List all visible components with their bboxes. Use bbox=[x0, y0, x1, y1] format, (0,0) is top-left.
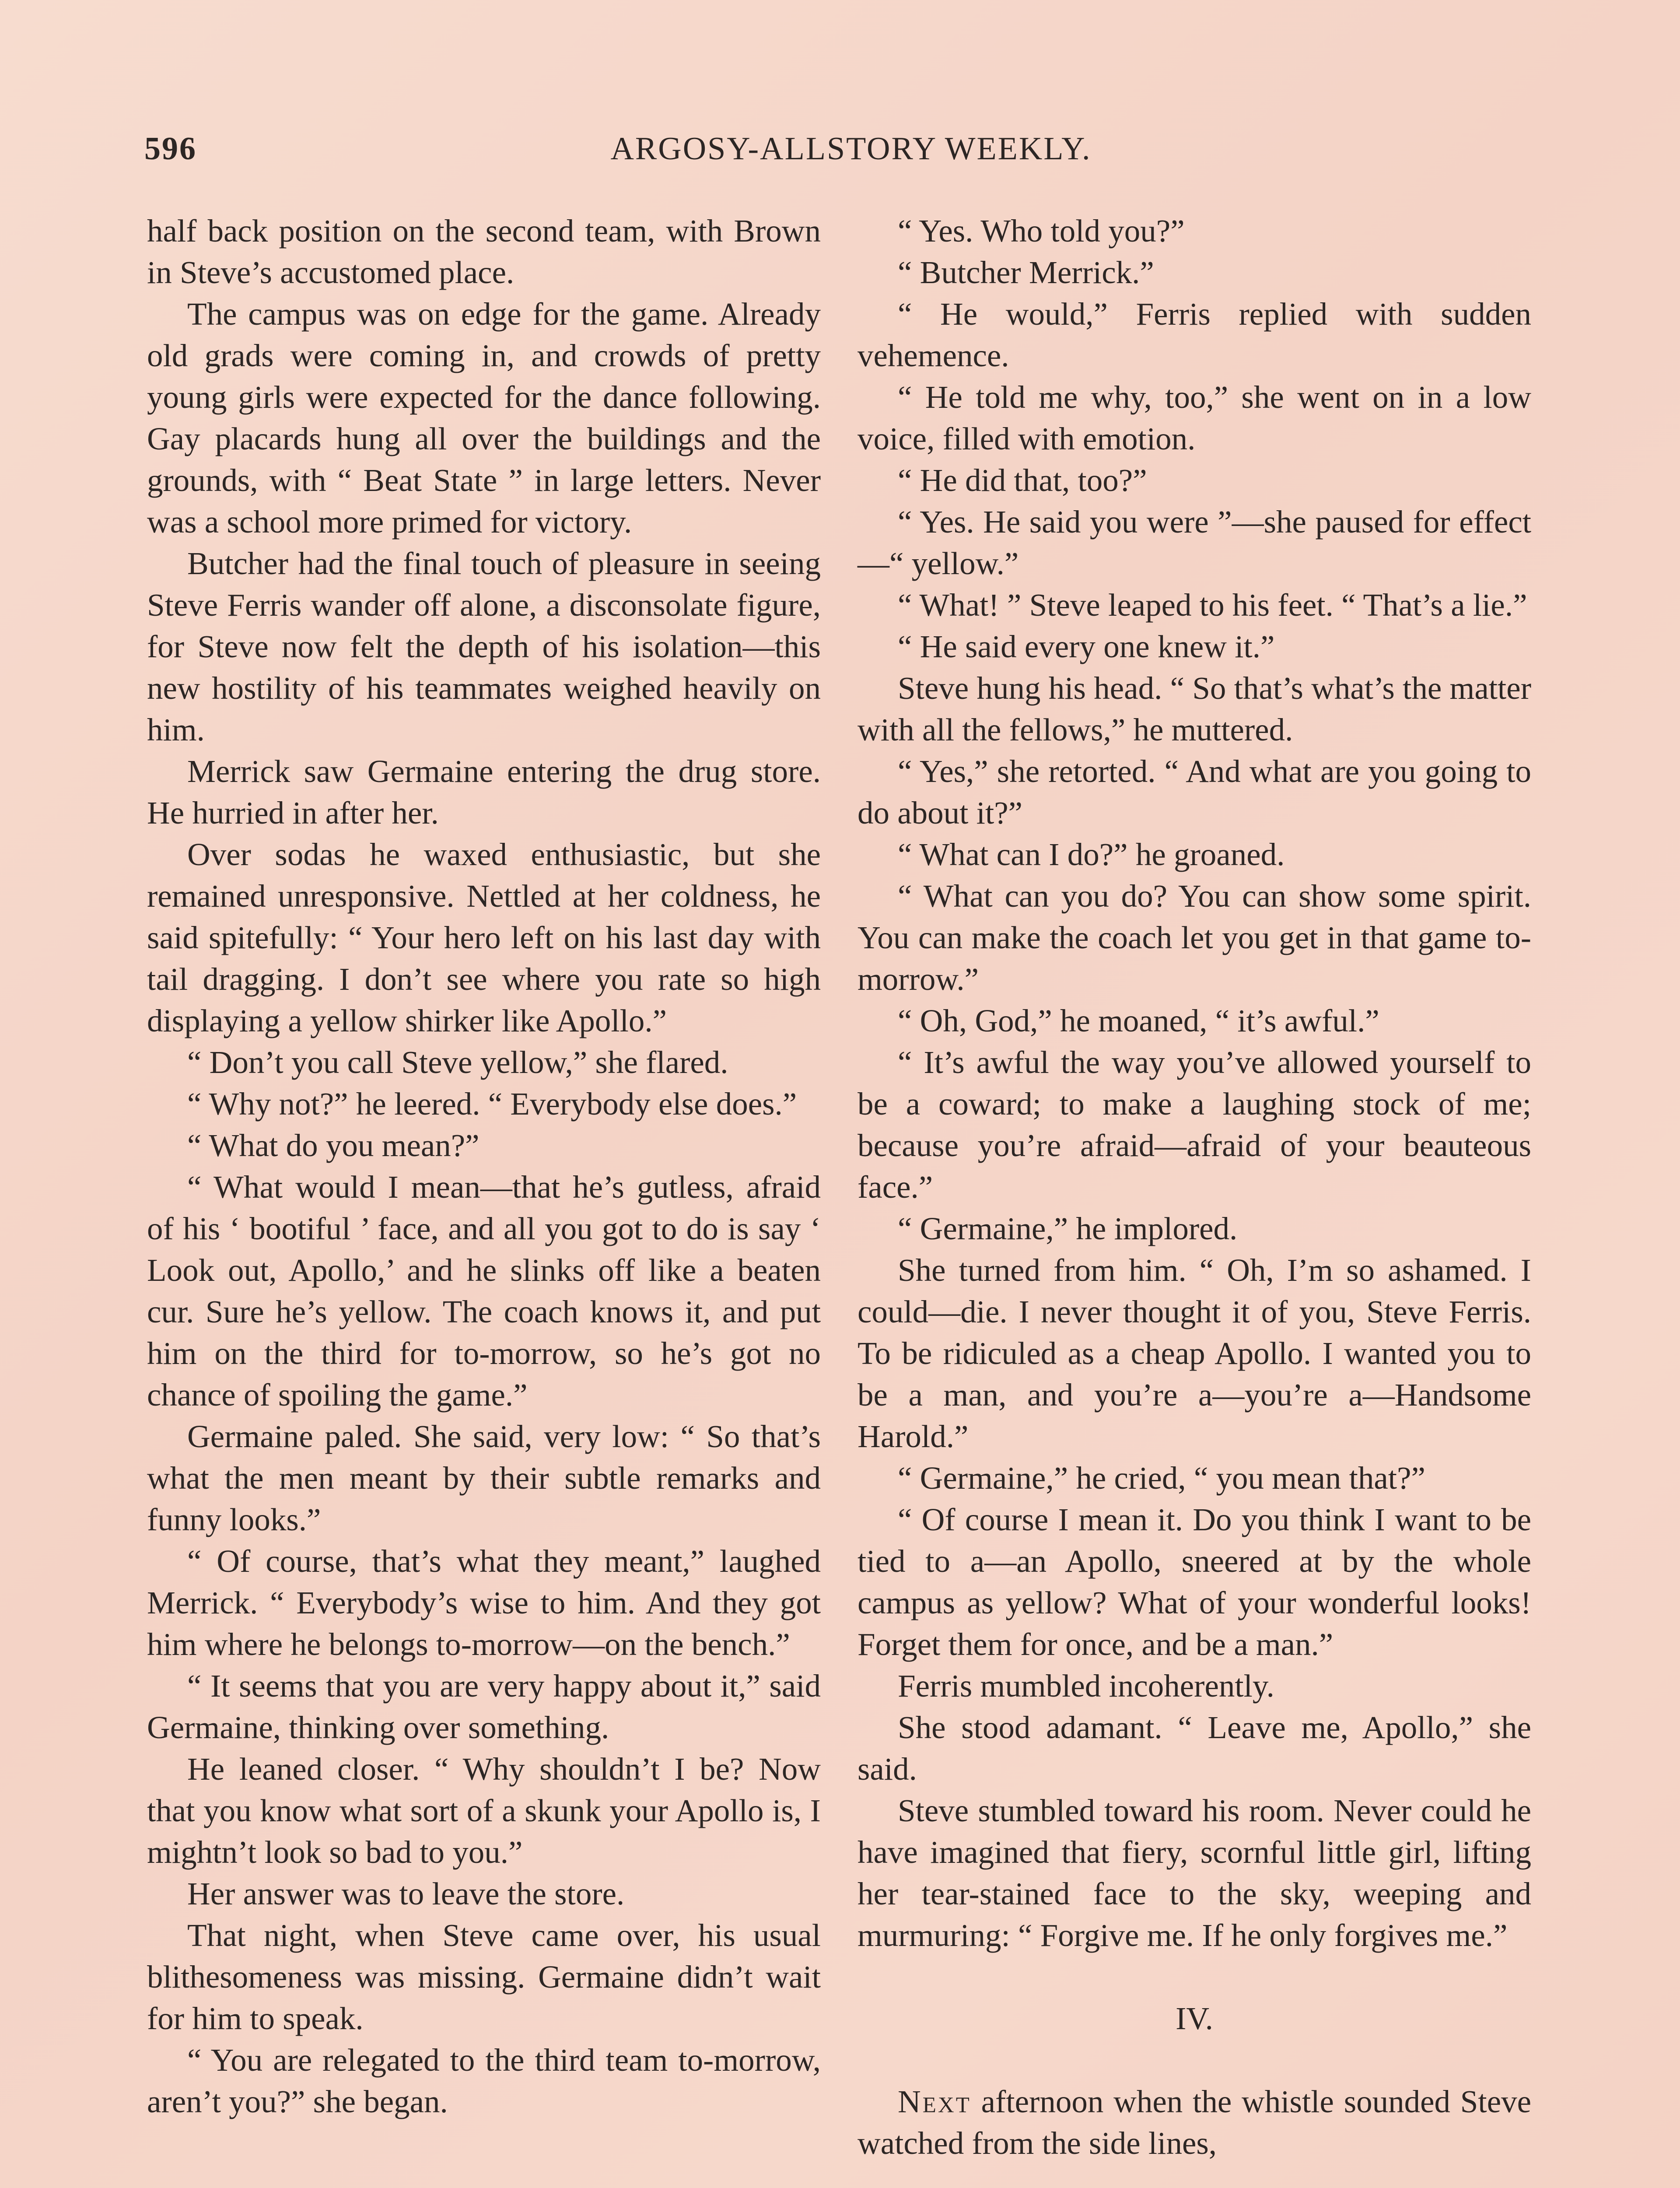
paragraph: “ Oh, God,” he moaned, “ it’s awful.” bbox=[898, 1003, 1379, 1038]
paragraph: “ What! ” Steve leaped to his feet. “ That’s a lie.” bbox=[898, 587, 1527, 623]
paragraph: “ Yes. He said you were ”—she paused for effect—“ yellow.” bbox=[858, 504, 1531, 581]
paragraph: half back position on the second team, with Brown in Steve’s accustomed place. bbox=[147, 213, 821, 290]
left-column bbox=[147, 210, 821, 2122]
paragraph: “ Of course I mean it. Do you think I want to be tied to a—an Apollo, sneered at by the whole campus as yellow? What of your wonderful looks! Forget them for once, and be a man.” bbox=[858, 1502, 1531, 1662]
paragraph: “ Yes. Who told you?” bbox=[898, 213, 1185, 249]
paragraph: He leaned closer. “ Why shouldn’t I be? Now that you know what sort of a skunk your Apollo is, I mightn’t look so bad to you.” bbox=[147, 1751, 821, 1870]
section-heading: IV. bbox=[1176, 2001, 1213, 2036]
opening-word: Next bbox=[898, 2084, 971, 2119]
paragraph: The campus was on edge for the game. Already old grads were coming in, and crowds of pretty young girls were expected for the dance following. Gay placards hung all over the buildings and the grounds, with “ Beat State ” in large letters. Never was a school more primed for victory. bbox=[147, 296, 821, 540]
page-number: 596 bbox=[144, 131, 197, 167]
paragraph: “ Yes,” she retorted. “ And what are you going to do about it?” bbox=[858, 754, 1531, 831]
paragraph: “ It seems that you are very happy about it,” said Germaine, thinking over something. bbox=[147, 1668, 821, 1745]
paragraph: “ Why not?” he leered. “ Everybody else does.” bbox=[187, 1086, 797, 1122]
paragraph: “ You are relegated to the third team to-morrow, aren’t you?” she began. bbox=[147, 2042, 821, 2119]
paragraph: “ He said every one knew it.” bbox=[898, 629, 1275, 664]
paragraph: Over sodas he waxed enthusiastic, but she remained unresponsive. Nettled at her coldness, he said spitefully: “ Your hero left on his last day with tail dragging. I don’t see where you rate so high displaying a yellow shirker like Apollo.” bbox=[147, 837, 821, 1038]
paragraph: Steve hung his head. “ So that’s what’s the matter with all the fellows,” he muttered. bbox=[858, 670, 1531, 747]
paragraph: “ What can you do? You can show some spirit. You can make the coach let you get in that game to-morrow.” bbox=[858, 878, 1531, 997]
paragraph: “ Of course, that’s what they meant,” laughed Merrick. “ Everybody’s wise to him. And they got him where he belongs to-morrow—on the bench.” bbox=[147, 1543, 821, 1662]
page-header bbox=[144, 130, 1558, 174]
paragraph: “ What can I do?” he groaned. bbox=[898, 837, 1285, 872]
paragraph: Her answer was to leave the store. bbox=[187, 1876, 625, 1911]
paragraph: “ Butcher Merrick.” bbox=[898, 255, 1154, 290]
paragraph: “ He told me why, too,” she went on in a low voice, filled with emotion. bbox=[858, 379, 1531, 456]
paragraph: “ Germaine,” he cried, “ you mean that?” bbox=[898, 1460, 1425, 1496]
paragraph: Ferris mumbled incoherently. bbox=[898, 1668, 1274, 1704]
paragraph: “ He would,” Ferris replied with sudden vehemence. bbox=[858, 296, 1531, 373]
right-column bbox=[858, 210, 1531, 2164]
paragraph: That night, when Steve came over, his usual blithesomeness was missing. Germaine didn’t wait for him to speak. bbox=[147, 1918, 821, 2036]
paragraph: She stood adamant. “ Leave me, Apollo,” she said. bbox=[858, 1710, 1531, 1787]
paragraph: Germaine paled. She said, very low: “ So that’s what the men meant by their subtle remarks and funny looks.” bbox=[147, 1419, 821, 1537]
paragraph: “ What do you mean?” bbox=[187, 1128, 480, 1163]
paragraph: She turned from him. “ Oh, I’m so ashamed. I could—die. I never thought it of you, Steve Ferris. To be ridiculed as a cheap Apollo. I wanted you to be a man, and you’re a—you’re a—Handsome Harold.” bbox=[858, 1252, 1531, 1454]
paragraph: “ It’s awful the way you’ve allowed yourself to be a coward; to make a laughing stock of me; because you’re afraid—afraid of your beauteous face.” bbox=[858, 1045, 1531, 1205]
paragraph bbox=[858, 2081, 1531, 2164]
paragraph: Steve stumbled toward his room. Never could he have imagined that fiery, scornful little girl, lifting her tear-stained face to the sky, weeping and murmuring: “ Forgive me. If he only forgives me.” bbox=[858, 1793, 1531, 1953]
paragraph: “ Don’t you call Steve yellow,” she flared. bbox=[187, 1045, 728, 1080]
running-head: ARGOSY-ALLSTORY WEEKLY. bbox=[610, 131, 1092, 167]
paragraph: “ Germaine,” he implored. bbox=[898, 1211, 1238, 1246]
paragraph: Merrick saw Germaine entering the drug store. He hurried in after her. bbox=[147, 754, 821, 831]
paragraph: “ What would I mean—that he’s gutless, afraid of his ‘ bootiful ’ face, and all you got to do is say ‘ Look out, Apollo,’ and he slinks off like a beaten cur. Sure he’s yellow. The coach knows it, and put him on the third for to-morrow, so he’s got no chance of spoiling the game.” bbox=[147, 1169, 821, 1413]
opening-text: afternoon when the whistle sounded Steve watched from the side lines, bbox=[858, 2084, 1531, 2161]
paragraph: “ He did that, too?” bbox=[898, 463, 1147, 498]
paragraph: Butcher had the final touch of pleasure in seeing Steve Ferris wander off alone, a disconsolate figure, for Steve now felt the depth of his isolation—this new hostility of his teammates weighed heavily on him. bbox=[147, 546, 821, 747]
